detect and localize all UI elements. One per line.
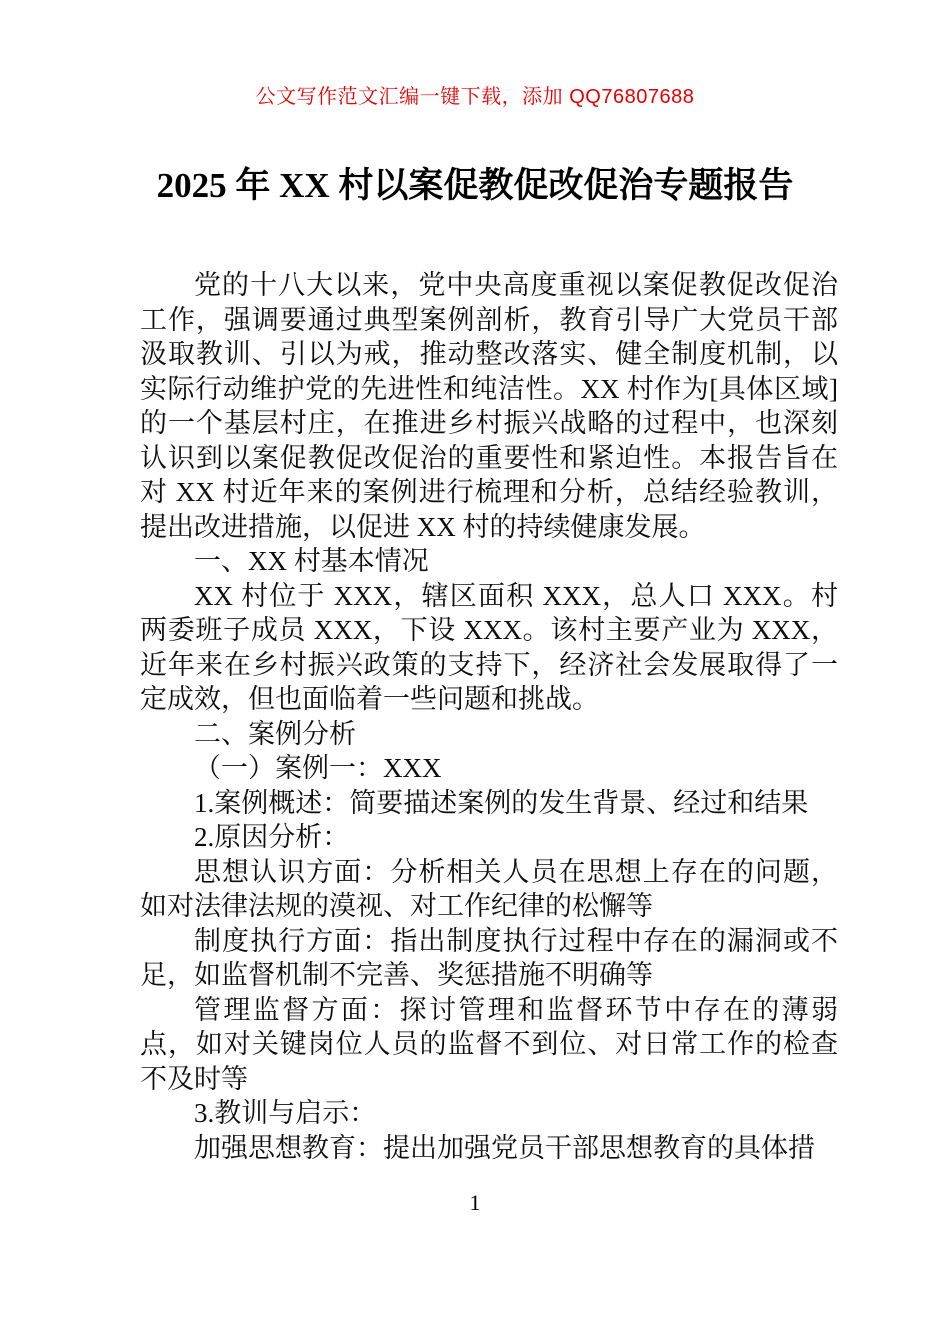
page-number: 1 [469, 1190, 481, 1215]
document-body [140, 268, 838, 1165]
paragraph: 管理监督方面：探讨管理和监督环节中存在的薄弱点，如对关键岗位人员的监督不到位、对日常工作的检查不及时等 [140, 994, 838, 1094]
page-title: 2025 年 XX 村以案促教促改促治专题报告 [156, 166, 794, 205]
section-heading: 二、案例分析 [194, 718, 356, 749]
section-heading: （一）案例一：XXX [194, 753, 442, 783]
paragraph: 制度执行方面：指出制度执行过程中存在的漏洞或不足，如监督机制不完善、奖惩措施不明确等 [140, 925, 838, 990]
paragraph: 加强思想教育：提出加强党员干部思想教育的具体措 [194, 1132, 815, 1163]
section-heading: 一、XX 村基本情况 [194, 546, 429, 576]
paragraph: XX 村位于 XXX，辖区面积 XXX，总人口 XXX。村两委班子成员 XXX，下设 XXX。该村主要产业为 XXX，近年来在乡村振兴政策的支持下，经济社会发展取得了一定成效，但也面临着一些问题和挑战。 [140, 580, 838, 714]
paragraph: 1.案例概述：简要描述案例的发生背景、经过和结果 [194, 787, 809, 818]
paragraph: 思想认识方面：分析相关人员在思想上存在的问题，如对法律法规的漠视、对工作纪律的松懈等 [140, 856, 838, 921]
paragraph: 党的十八大以来，党中央高度重视以案促教促改促治工作，强调要通过典型案例剖析，教育引导广大党员干部汲取教训、引以为戒，推动整改落实、健全制度机制，以实际行动维护党的先进性和纯洁性。XX 村作为[具体区域]的一个基层村庄，在推进乡村振兴战略的过程中，也深刻认识到以案促教促改促治的重要性和紧迫性。本报告旨在对 XX 村近年来的案例进行梳理和分析，总结经验教训，提出改进措施，以促进 XX 村的持续健康发展。 [140, 270, 838, 542]
header-notice: 公文写作范文汇编一键下载，添加 QQ76807688 [255, 86, 695, 108]
paragraph: 3.教训与启示： [194, 1098, 377, 1128]
paragraph: 2.原因分析： [194, 822, 350, 852]
